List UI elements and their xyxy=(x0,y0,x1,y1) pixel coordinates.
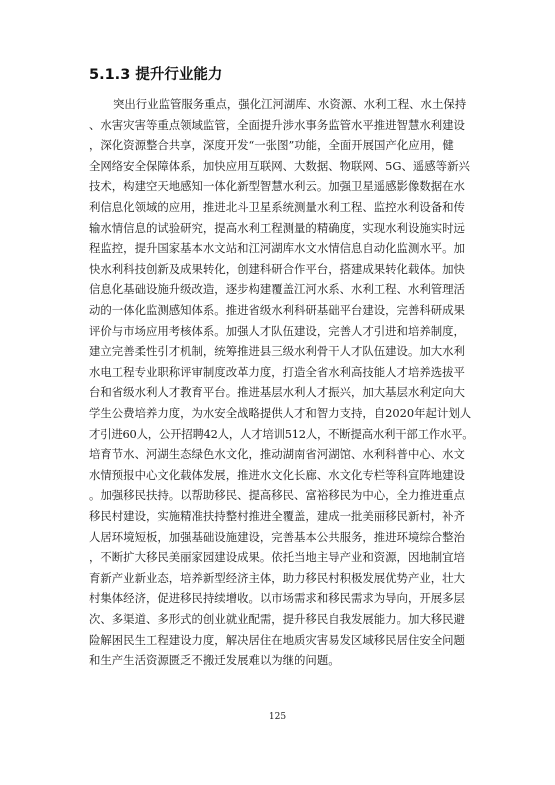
paragraph-line: ，不断扩大移民美丽家园建设成果。依托当地主导产业和资源，因地制宜培 xyxy=(89,550,465,565)
paragraph-line: 。加强移民扶持。以帮助移民、提高移民、富裕移民为中心，全力推进重点 xyxy=(89,488,465,503)
paragraph-line: 险解困民生工程建设力度，解决居住在地质灾害易发区域移民居住安全问题 xyxy=(89,632,465,647)
paragraph-line: 村集体经济，促进移民持续增收。以市场需求和移民需求为导向，开展多层 xyxy=(89,591,465,606)
paragraph-line: 水情预报中心文化载体发展，推进水文化长廊、水文化专栏等科宣阵地建设 xyxy=(89,467,465,482)
paragraph-line: 全网络安全保障体系，加快应用互联网、大数据、物联网、5G、遥感等新兴 xyxy=(89,158,470,173)
paragraph-line: 程监控，提升国家基本水文站和江河湖库水文水情信息自动化监测水平。加 xyxy=(89,241,465,256)
paragraph-line: 才引进60人，公开招聘42人，人才培训512人，不断提高水利干部工作水平。 xyxy=(89,426,473,441)
paragraph-line: 动的一体化监测感知体系。推进省级水利科研基础平台建设，完善科研成果 xyxy=(89,303,465,317)
paragraph-line: 和生产生活资源匮乏不搬迁发展难以为继的问题。 xyxy=(89,653,340,668)
section-heading: 5.1.3 提升行业能力 xyxy=(89,67,223,83)
paragraph-line: 育新产业新业态，培养新型经济主体，助力移民村积极发展优势产业，壮大 xyxy=(89,570,465,585)
page-number: 125 xyxy=(268,712,287,722)
paragraph-line: 学生公费培养力度，为水安全战略提供人才和智力支持，自2020年起计划人 xyxy=(89,406,472,420)
paragraph-line: 信息化基础设施升级改造，逐步构建覆盖江河水系、水利工程、水利管理活 xyxy=(89,282,465,297)
paragraph-line: 人居环境短板，加强基础设施建设，完善基本公共服务，推进环境综合整治 xyxy=(89,529,465,544)
paragraph-line: 评价与市场应用考核体系。加强人才队伍建设，完善人才引进和培养制度， xyxy=(89,323,465,338)
paragraph-line: 利信息化领域的应用，推进北斗卫星系统测量水利工程、监控水利设备和传 xyxy=(89,200,465,214)
paragraph-line: 培育节水、河湖生态绿色水文化，推动湖南省河湖馆、水利科普中心、水文 xyxy=(89,447,465,462)
paragraph-body xyxy=(89,92,473,668)
paragraph-line: 、水害灾害等重点领域监管，全面提升涉水事务监管水平推进智慧水利建设 xyxy=(89,117,465,132)
paragraph-line: ，深化资源整合共享，深度开发“一张图”功能，全面开展国产化应用，健 xyxy=(89,138,454,153)
paragraph-line: 快水利科技创新及成果转化，创建科研合作平台，搭建成果转化载体。加快 xyxy=(89,261,465,276)
paragraph-line: 水电工程专业职称评审制度改革力度，打造全省水利高技能人才培养选拔平 xyxy=(89,364,465,379)
paragraph-line: 次、多渠道、多形式的创业就业配需，提升移民自我发展能力。加大移民避 xyxy=(89,612,465,626)
paragraph-line: 突出行业监管服务重点，强化江河湖库、水资源、水利工程、水土保持 xyxy=(113,97,467,111)
paragraph-line: 技术，构建空天地感知一体化新型智慧水利云。加强卫星遥感影像数据在水 xyxy=(89,179,465,194)
paragraph-line: 移民村建设，实施精准扶持整村推进全覆盖，建成一批美丽移民新村，补齐 xyxy=(89,509,465,523)
paragraph-line: 建立完善柔性引才机制，统筹推进县三级水利骨干人才队伍建设。加大水利 xyxy=(89,344,465,359)
paragraph-line: 台和省级水利人才教育平台。推进基层水利人才振兴，加大基层水利定向大 xyxy=(89,385,465,400)
paragraph-line: 输水情信息的试验研究，提高水利工程测量的精确度，实现水利设施实时远 xyxy=(89,220,465,235)
